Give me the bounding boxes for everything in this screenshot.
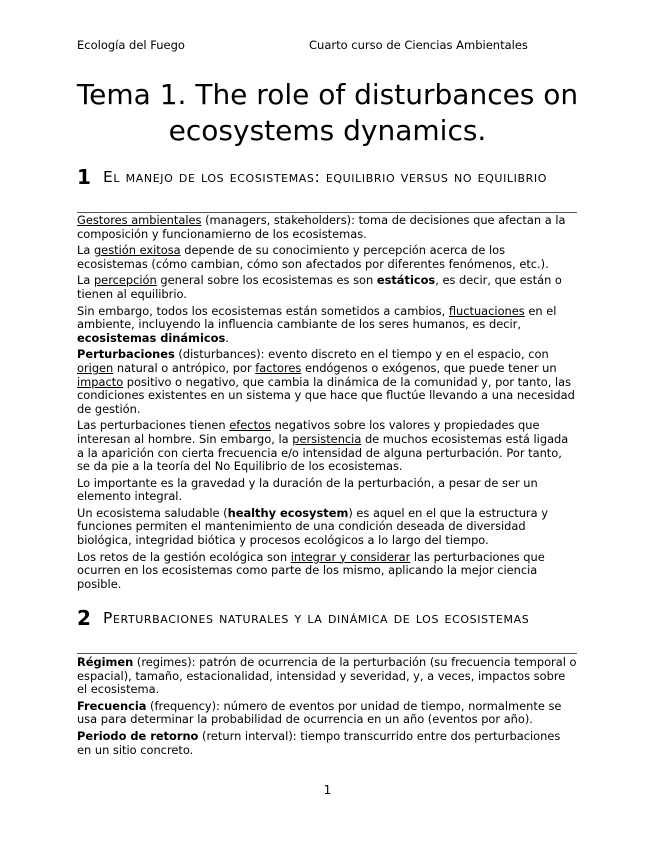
paragraph: Las perturbaciones tienen efectos negativos sobre los valores y propiedades que interesan al hombre. Sin embargo, la persistencia de muchos ecosistemas está ligada a la aparición con cierta frecuencia e/o intensidad de alguna perturbación. Por tanto, se da pie a la teoría del No Equilibrio de los ecosistemas. [77,418,569,474]
paragraph: Periodo de retorno (return interval): tiempo transcurrido entre dos perturbaciones en un sitio concreto. [77,728,561,757]
paragraph: Lo importante es la gravedad y la duración de la perturbación, a pesar de ser un elemento integral. [77,475,538,504]
page-number: 1 [323,783,332,797]
section-1-heading [77,166,577,213]
section-1-body [77,214,577,594]
page-title: Tema 1. The role of disturbances on ecosystems dynamics. [76,78,579,147]
paragraph: Perturbaciones (disturbances): evento discreto en el tiempo y en el espacio, con origen natural o antrópico, por factores endógenos o exógenos, que puede tener un impacto positivo o negativo, que cambia la dinámica de la comunidad y, por tanto, las condiciones existentes en un sistema y que hace que fluctúe llevando a una necesidad de gestión. [77,347,575,416]
paragraph: Gestores ambientales (managers, stakeholders): toma de decisiones que afectan a la composición y funcionamierno de los ecosistemas. [77,213,566,241]
section-2-title: Perturbaciones naturales y la dinámica de los ecosistemas [103,609,530,627]
paragraph: Frecuencia (frequency): número de eventos por unidad de tiempo, normalmente se usa para determinar la probabilidad de ocurrencia en un año (eventos por año). [77,698,562,727]
section-2-heading [77,607,577,654]
paragraph: Sin embargo, todos los ecosistemas están sometidos a cambios, fluctuaciones en el ambiente, incluyendo la influencia cambiante de los seres humanos, es decir, ecosistemas dinámicos. [77,303,557,345]
section-1-title: El manejo de los ecosistemas: equilibrio versus no equilibrio [103,168,547,186]
paragraph: Régimen (regimes): patrón de ocurrencia de la perturbación (su frecuencia temporal o espacial), tamaño, estacionalidad, intensidad y severidad, y, a veces, impactos sobre el ecosistema. [77,655,577,697]
section-2-number: 2 [77,606,91,630]
paragraph: Un ecosistema saludable (healthy ecosystem) es aquel en el que la estructura y funciones permiten el mantenimiento de una condición deseada de diversidad biológica, integridad biótica y procesos ecológicos a lo largo del tiempo. [77,505,548,548]
header-course-year: Cuarto curso de Ciencias Ambientales [309,38,528,52]
paragraph: La percepción general sobre los ecosistemas es son estáticos, es decir, que están o tienen al equilibrio. [77,273,562,301]
paragraph: La gestión exitosa depende de su conocimiento y percepción acerca de los ecosistemas (cómo cambian, cómo son afectados por diferentes fenómenos, etc.). [77,243,549,271]
section-2-body [77,656,577,760]
section-1-number: 1 [77,165,91,189]
header-course-name: Ecología del Fuego [77,38,185,52]
paragraph: Los retos de la gestión ecológica son integrar y considerar las perturbaciones que ocurren en los ecosistemas como parte de los mismo, aplicando la mejor ciencia posible. [77,549,545,591]
